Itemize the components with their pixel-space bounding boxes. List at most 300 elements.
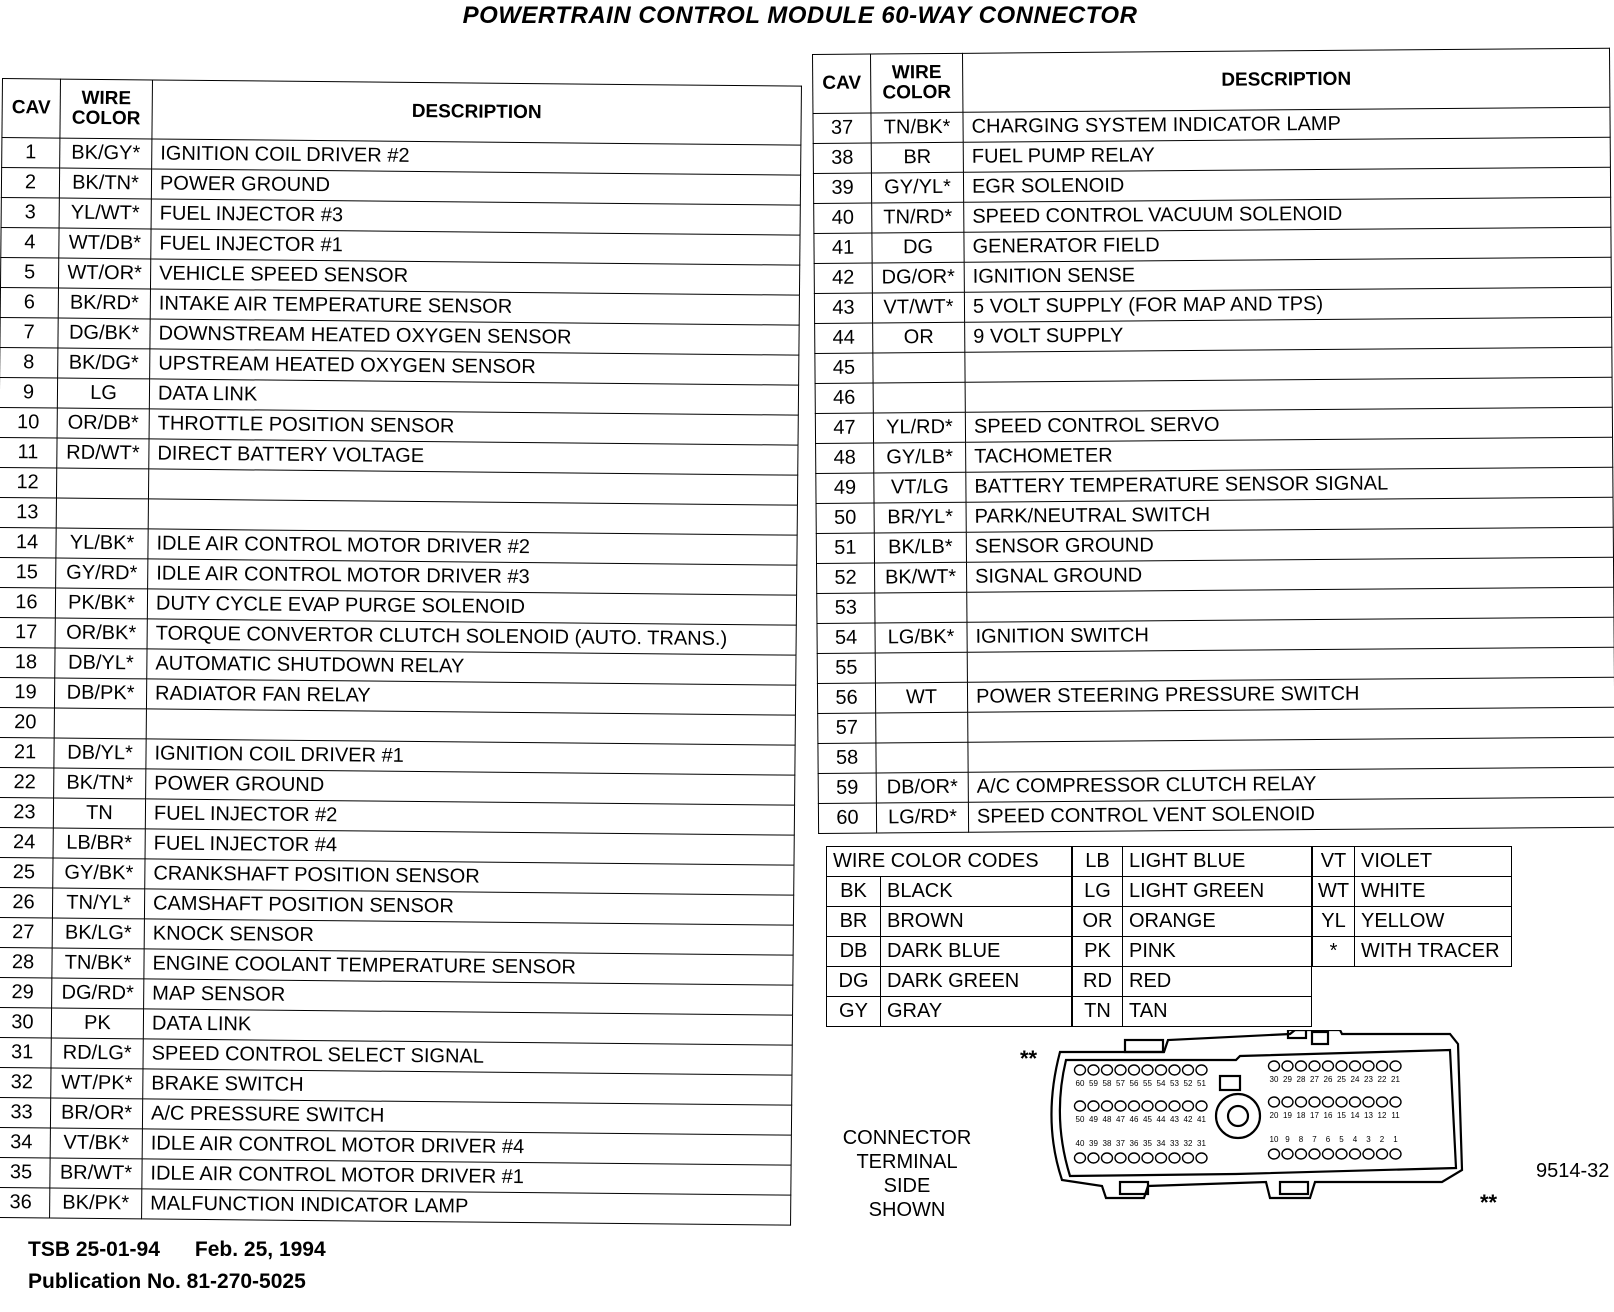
cav-cell: 52	[817, 563, 875, 593]
connector-pin-label: 50	[1075, 1115, 1085, 1124]
connector-pin	[1102, 1153, 1113, 1163]
wire-color-cell: VT/BK*	[50, 1128, 142, 1159]
color-code-row	[1313, 937, 1512, 967]
connector-pin	[1115, 1101, 1126, 1111]
connector-pin	[1296, 1061, 1307, 1071]
color-abbreviation: YL	[1313, 907, 1355, 937]
connector-pin-label: 35	[1143, 1139, 1152, 1148]
description-cell: 5 VOLT SUPPLY (FOR MAP AND TPS)	[964, 287, 1611, 322]
color-code-row	[1073, 967, 1312, 997]
description-cell: A/C COMPRESSOR CLUTCH RELAY	[968, 767, 1614, 802]
color-name: WITH TRACER	[1355, 937, 1512, 967]
cav-cell: 54	[817, 623, 875, 653]
connector-pin	[1377, 1149, 1388, 1159]
description-cell: UPSTREAM HEATED OXYGEN SENSOR	[150, 349, 799, 385]
color-code-row	[1073, 907, 1312, 937]
cav-cell: 34	[0, 1127, 50, 1158]
color-abbreviation: GY	[827, 997, 881, 1027]
wire-color-cell: LG	[57, 378, 149, 409]
color-code-row	[1073, 847, 1312, 877]
description-cell: GENERATOR FIELD	[964, 227, 1611, 262]
connector-pin-label: 34	[1156, 1139, 1166, 1148]
description-cell: TACHOMETER	[966, 437, 1613, 472]
description-cell: PARK/NEUTRAL SWITCH	[966, 497, 1613, 532]
cav-cell: 39	[813, 173, 871, 203]
connector-pin-label: 43	[1170, 1115, 1179, 1124]
wire-color-cell: WT	[875, 682, 967, 713]
cav-cell: 21	[0, 737, 54, 768]
wire-color-cell: DB/PK*	[54, 678, 146, 709]
connector-pin-label: 11	[1391, 1111, 1400, 1120]
connector-pin	[1088, 1065, 1099, 1075]
color-abbreviation: BK	[827, 877, 881, 907]
wire-color-cell: BK/DG*	[58, 348, 150, 379]
connector-pin-label: 27	[1310, 1075, 1319, 1084]
connector-pin	[1336, 1097, 1347, 1107]
cav-cell: 42	[814, 263, 872, 293]
connector-pins-right	[1269, 1061, 1402, 1159]
connector-pin	[1390, 1097, 1401, 1107]
description-cell: MALFUNCTION INDICATOR LAMP	[142, 1189, 791, 1225]
cav-cell: 27	[0, 917, 52, 948]
connector-pin	[1169, 1101, 1180, 1111]
connector-pin-label: 57	[1116, 1079, 1125, 1088]
connector-pin-label: 33	[1170, 1139, 1179, 1148]
description-cell: POWER STEERING PRESSURE SWITCH	[967, 677, 1614, 712]
wire-color-cell	[56, 468, 148, 499]
cav-cell: 40	[814, 203, 872, 233]
description-cell: FUEL INJECTOR #4	[145, 829, 794, 865]
color-name: DARK GREEN	[881, 967, 1072, 997]
connector-pin	[1115, 1065, 1126, 1075]
description-cell: IGNITION SENSE	[964, 257, 1611, 292]
color-abbreviation: OR	[1073, 907, 1123, 937]
connector-pin-label: 1	[1393, 1135, 1398, 1144]
connector-pin	[1142, 1101, 1153, 1111]
color-name: ORANGE	[1123, 907, 1312, 937]
connector-pin-label: 10	[1269, 1135, 1279, 1144]
wire-color-header: WIRE COLOR	[60, 79, 153, 139]
description-cell: CHARGING SYSTEM INDICATOR LAMP	[963, 107, 1610, 142]
connector-pin-label: 8	[1298, 1135, 1304, 1144]
description-cell: IGNITION SWITCH	[967, 617, 1614, 652]
wire-color-cell: BK/TN*	[59, 168, 151, 199]
connector-pin	[1102, 1101, 1113, 1111]
color-code-row	[827, 877, 1072, 907]
wire-color-cell: WT/PK*	[51, 1068, 143, 1099]
cav-cell: 5	[0, 257, 58, 288]
connector-pin	[1377, 1097, 1388, 1107]
cav-cell: 19	[0, 677, 55, 708]
wire-color-header: WIRE COLOR	[871, 53, 963, 113]
connector-pin	[1390, 1149, 1401, 1159]
description-cell: DOWNSTREAM HEATED OXYGEN SENSOR	[150, 319, 799, 355]
wire-color-cell	[875, 652, 967, 683]
color-name: GRAY	[881, 997, 1072, 1027]
cav-cell: 57	[818, 713, 876, 743]
connector-pin-label: 41	[1197, 1115, 1206, 1124]
cav-cell: 31	[0, 1037, 51, 1068]
connector-pin-label: 15	[1337, 1111, 1346, 1120]
connector-pin	[1075, 1153, 1086, 1163]
connector-pin-label: 59	[1089, 1079, 1098, 1088]
connector-pin	[1336, 1061, 1347, 1071]
description-cell: FUEL INJECTOR #1	[151, 229, 800, 265]
cav-cell: 25	[0, 857, 53, 888]
connector-pin-label: 44	[1156, 1115, 1166, 1124]
cav-cell: 7	[0, 317, 58, 348]
connector-pin-label: 49	[1089, 1115, 1098, 1124]
description-cell: INTAKE AIR TEMPERATURE SENSOR	[150, 289, 799, 325]
wire-color-cell: BK/PK*	[50, 1188, 142, 1219]
connector-pin	[1183, 1065, 1194, 1075]
wire-color-cell: LG/RD*	[876, 802, 968, 833]
connector-pin-label: 7	[1312, 1135, 1317, 1144]
connector-pin-label: 12	[1377, 1111, 1387, 1120]
wire-color-codes-title: WIRE COLOR CODES	[827, 847, 1072, 877]
wire-color-cell: BR/YL*	[874, 502, 966, 533]
wire-color-cell: YL/BK*	[56, 528, 148, 559]
cav-cell: 20	[0, 707, 54, 738]
cav-cell: 15	[0, 557, 56, 588]
connector-pin-label: 60	[1075, 1079, 1085, 1088]
description-cell: IDLE AIR CONTROL MOTOR DRIVER #1	[142, 1159, 791, 1195]
note-marker: **	[1020, 1046, 1038, 1071]
wire-color-cell: RD/LG*	[51, 1038, 143, 1069]
wire-color-cell: DG	[872, 232, 964, 263]
description-cell: VEHICLE SPEED SENSOR	[150, 259, 799, 295]
cav-cell: 50	[816, 503, 874, 533]
cav-cell: 45	[815, 353, 873, 383]
cav-cell: 51	[816, 533, 874, 563]
wire-color-cell	[875, 592, 967, 623]
connector-pin	[1129, 1153, 1140, 1163]
wire-color-cell: DB/OR*	[876, 772, 968, 803]
wire-color-cell: PK/BK*	[55, 588, 147, 619]
cav-cell: 11	[0, 437, 57, 468]
cav-cell: 55	[817, 653, 875, 683]
connector-pin	[1196, 1065, 1207, 1075]
connector-pin	[1196, 1101, 1207, 1111]
cav-cell: 59	[818, 773, 876, 803]
connector-pin-label: 55	[1143, 1079, 1152, 1088]
note-marker: **	[1480, 1190, 1498, 1215]
connector-pin	[1269, 1061, 1280, 1071]
description-cell: FUEL INJECTOR #2	[145, 799, 794, 835]
connector-pin	[1156, 1153, 1167, 1163]
wire-color-cell: BR	[871, 142, 963, 173]
connector-pin	[1282, 1097, 1293, 1107]
connector-pin	[1323, 1149, 1334, 1159]
wire-color-cell: GY/RD*	[56, 558, 148, 589]
connector-pin-label: 2	[1379, 1135, 1385, 1144]
wire-color-cell: DB/YL*	[54, 738, 146, 769]
color-abbreviation: VT	[1313, 847, 1355, 877]
connector-pin-label: 19	[1283, 1111, 1292, 1120]
connector-pin	[1282, 1061, 1293, 1071]
connector-pin-label: 51	[1197, 1079, 1206, 1088]
description-cell: DATA LINK	[143, 1009, 792, 1045]
wire-color-cell: VT/LG	[874, 472, 966, 503]
wire-color-cell	[876, 742, 968, 773]
wire-color-cell: BK/TN*	[54, 768, 146, 799]
color-name: BROWN	[881, 907, 1072, 937]
connector-diagram	[1040, 1030, 1480, 1200]
cav-cell: 33	[0, 1097, 51, 1128]
connector-pin	[1363, 1061, 1374, 1071]
color-abbreviation: DB	[827, 937, 881, 967]
wire-color-cell: BK/WT*	[874, 562, 966, 593]
wire-color-codes-a	[826, 846, 1072, 1027]
connector-pin-label: 46	[1129, 1115, 1139, 1124]
cav-cell: 36	[0, 1187, 50, 1218]
color-abbreviation: PK	[1073, 937, 1123, 967]
cav-cell: 13	[0, 497, 56, 528]
connector-pin	[1156, 1101, 1167, 1111]
cav-cell: 56	[817, 683, 875, 713]
connector-pin-label: 5	[1339, 1135, 1344, 1144]
description-cell: DATA LINK	[149, 379, 798, 415]
cav-cell: 9	[0, 377, 58, 408]
description-cell: DUTY CYCLE EVAP PURGE SOLENOID	[147, 589, 796, 625]
description-cell: MAP SENSOR	[144, 979, 793, 1015]
connector-caption: CONNECTOR TERMINAL SIDE SHOWN	[842, 1127, 972, 1221]
description-cell: FUEL PUMP RELAY	[963, 137, 1610, 172]
color-name: PINK	[1123, 937, 1312, 967]
wire-color-cell: OR	[873, 322, 965, 353]
color-code-row	[1313, 877, 1512, 907]
description-cell: SPEED CONTROL VENT SOLENOID	[968, 797, 1614, 832]
color-name: LIGHT GREEN	[1123, 877, 1312, 907]
connector-pin	[1129, 1065, 1140, 1075]
wire-color-cell: GY/LB*	[874, 442, 966, 473]
connector-pin-label: 40	[1075, 1139, 1085, 1148]
connector-pin-label: 42	[1183, 1115, 1193, 1124]
connector-pin-label: 45	[1143, 1115, 1152, 1124]
color-abbreviation: TN	[1073, 997, 1123, 1027]
color-code-row	[1073, 997, 1312, 1027]
description-cell: CRANKSHAFT POSITION SENSOR	[145, 859, 794, 895]
connector-pin	[1169, 1153, 1180, 1163]
wire-color-cell: DB/YL*	[55, 648, 147, 679]
connector-pin	[1183, 1101, 1194, 1111]
connector-pin-label: 18	[1296, 1111, 1306, 1120]
description-cell: DIRECT BATTERY VOLTAGE	[149, 439, 798, 475]
cav-cell: 48	[816, 443, 874, 473]
connector-pin-label: 28	[1296, 1075, 1306, 1084]
description-cell: 9 VOLT SUPPLY	[965, 317, 1612, 352]
color-abbreviation: WT	[1313, 877, 1355, 907]
cav-cell: 17	[0, 617, 55, 648]
table-row	[0, 1187, 791, 1225]
description-cell: SPEED CONTROL VACUUM SOLENOID	[964, 197, 1611, 232]
description-cell: TORQUE CONVERTOR CLUTCH SOLENOID (AUTO. TRANS.)	[147, 619, 796, 655]
wire-color-cell: LG/BK*	[875, 622, 967, 653]
connector-pin-label: 16	[1323, 1111, 1333, 1120]
cav-cell: 10	[0, 407, 57, 438]
color-code-row	[1313, 847, 1512, 877]
description-cell: SIGNAL GROUND	[966, 557, 1613, 592]
wire-color-cell: GY/YL*	[871, 172, 963, 203]
connector-pin	[1363, 1097, 1374, 1107]
wire-color-codes-c	[1312, 846, 1512, 967]
color-name: LIGHT BLUE	[1123, 847, 1312, 877]
cav-cell: 29	[0, 977, 52, 1008]
connector-pin-label: 48	[1102, 1115, 1112, 1124]
color-name: RED	[1123, 967, 1312, 997]
connector-pin	[1390, 1061, 1401, 1071]
connector-pin-label: 13	[1364, 1111, 1373, 1120]
connector-pin	[1269, 1149, 1280, 1159]
connector-pin	[1102, 1065, 1113, 1075]
connector-pin	[1309, 1149, 1320, 1159]
wire-color-cell	[876, 712, 968, 743]
connector-pin-label: 32	[1183, 1139, 1193, 1148]
cav-cell: 44	[815, 323, 873, 353]
wire-color-cell	[873, 352, 965, 383]
color-code-row	[827, 907, 1072, 937]
color-abbreviation: DG	[827, 967, 881, 997]
table-header-row	[813, 48, 1610, 113]
wire-color-cell: GY/BK*	[53, 858, 145, 889]
color-name: BLACK	[881, 877, 1072, 907]
connector-pin-label: 30	[1269, 1075, 1279, 1084]
connector-pin	[1309, 1097, 1320, 1107]
connector-pin	[1075, 1101, 1086, 1111]
cav-cell: 23	[0, 797, 54, 828]
wire-color-cell: YL/WT*	[59, 198, 151, 229]
cav-cell: 35	[0, 1157, 50, 1188]
connector-pin-label: 17	[1310, 1111, 1319, 1120]
connector-pin	[1309, 1061, 1320, 1071]
wire-color-cell: BR/WT*	[50, 1158, 142, 1189]
table-row	[818, 797, 1614, 833]
description-cell: BRAKE SWITCH	[143, 1069, 792, 1105]
connector-pin	[1377, 1061, 1388, 1071]
description-cell: CAMSHAFT POSITION SENSOR	[144, 889, 793, 925]
description-cell: POWER GROUND	[146, 769, 795, 805]
cav-cell: 60	[818, 803, 876, 833]
wire-color-cell: DG/BK*	[58, 318, 150, 349]
table-header-row	[2, 79, 802, 146]
connector-pin-label: 25	[1337, 1075, 1346, 1084]
wire-color-cell: TN/BK*	[871, 112, 963, 143]
connector-center-post	[1216, 1094, 1260, 1138]
connector-pin	[1169, 1065, 1180, 1075]
connector-pin	[1323, 1061, 1334, 1071]
connector-pin-label: 31	[1197, 1139, 1206, 1148]
connector-pin	[1336, 1149, 1347, 1159]
color-name: DARK BLUE	[881, 937, 1072, 967]
cav-cell: 4	[1, 227, 59, 258]
connector-pin-label: 38	[1102, 1139, 1112, 1148]
connector-pin-label: 6	[1325, 1135, 1331, 1144]
color-code-row	[1313, 907, 1512, 937]
wire-color-cell	[873, 382, 965, 413]
wire-color-cell: WT/OR*	[58, 258, 150, 289]
cav-cell: 6	[0, 287, 58, 318]
cav-cell: 30	[0, 1007, 52, 1038]
wire-color-cell: WT/DB*	[59, 228, 151, 259]
wire-color-cell	[56, 498, 148, 529]
connector-pin	[1196, 1153, 1207, 1163]
wire-color-cell: DG/OR*	[872, 262, 964, 293]
description-cell: ENGINE COOLANT TEMPERATURE SENSOR	[144, 949, 793, 985]
description-cell: AUTOMATIC SHUTDOWN RELAY	[147, 649, 796, 685]
description-cell: THROTTLE POSITION SENSOR	[149, 409, 798, 445]
cav-cell: 46	[815, 383, 873, 413]
color-abbreviation: LG	[1073, 877, 1123, 907]
wire-color-cell: TN/RD*	[872, 202, 964, 233]
connector-pin-label: 22	[1377, 1075, 1387, 1084]
connector-pin-label: 9	[1285, 1135, 1290, 1144]
cav-cell: 22	[0, 767, 54, 798]
connector-pin	[1156, 1065, 1167, 1075]
cav-header: CAV	[2, 79, 61, 139]
wire-color-cell: BK/RD*	[58, 288, 150, 319]
color-name: TAN	[1123, 997, 1312, 1027]
cav-cell: 38	[813, 143, 871, 173]
wire-color-cell: TN/BK*	[52, 948, 144, 979]
wire-color-cell: BK/LB*	[874, 532, 966, 563]
wire-color-cell: BK/LG*	[52, 918, 144, 949]
connector-pin	[1142, 1153, 1153, 1163]
connector-pin-label: 3	[1366, 1135, 1371, 1144]
wire-color-cell: YL/RD*	[873, 412, 965, 443]
description-cell: SENSOR GROUND	[966, 527, 1613, 562]
description-header: DESCRIPTION	[152, 80, 802, 145]
connector-pin	[1296, 1097, 1307, 1107]
cav-cell: 32	[0, 1067, 51, 1098]
figure-number: 9514-32	[1536, 1160, 1610, 1182]
connector-pin-label: 21	[1391, 1075, 1400, 1084]
description-cell: IGNITION COIL DRIVER #1	[146, 739, 795, 775]
cav-cell: 18	[0, 647, 55, 678]
connector-pin	[1323, 1097, 1334, 1107]
description-cell: SPEED CONTROL SERVO	[965, 407, 1612, 442]
pin-table-left	[0, 78, 802, 1226]
description-cell: RADIATOR FAN RELAY	[146, 679, 795, 715]
connector-pin-label: 23	[1364, 1075, 1373, 1084]
wire-color-cell	[54, 708, 146, 739]
wire-color-cell: TN/YL*	[52, 888, 144, 919]
connector-pin-label: 58	[1102, 1079, 1112, 1088]
cav-cell: 2	[1, 168, 59, 199]
connector-pin-label: 14	[1350, 1111, 1360, 1120]
connector-pin-label: 39	[1089, 1139, 1098, 1148]
color-name: YELLOW	[1355, 907, 1512, 937]
color-abbreviation: BR	[827, 907, 881, 937]
cav-cell: 37	[813, 113, 871, 143]
connector-pin	[1129, 1101, 1140, 1111]
connector-pin-label: 24	[1350, 1075, 1360, 1084]
cav-cell: 1	[2, 138, 60, 169]
cav-cell: 14	[0, 527, 56, 558]
wire-color-cell: BR/OR*	[50, 1098, 142, 1129]
wire-color-cell: BK/GY*	[60, 138, 152, 169]
footer-publication: Publication No. 81-270-5025	[28, 1270, 306, 1293]
connector-pin	[1282, 1149, 1293, 1159]
description-cell: POWER GROUND	[151, 169, 800, 205]
connector-pin-label: 26	[1323, 1075, 1333, 1084]
connector-pin-label: 20	[1269, 1111, 1279, 1120]
wire-color-codes-b	[1072, 846, 1312, 1027]
cav-cell: 12	[0, 467, 57, 498]
cav-cell: 47	[815, 413, 873, 443]
cav-cell: 28	[0, 947, 52, 978]
connector-pin	[1350, 1149, 1361, 1159]
description-cell: IDLE AIR CONTROL MOTOR DRIVER #2	[148, 529, 797, 565]
